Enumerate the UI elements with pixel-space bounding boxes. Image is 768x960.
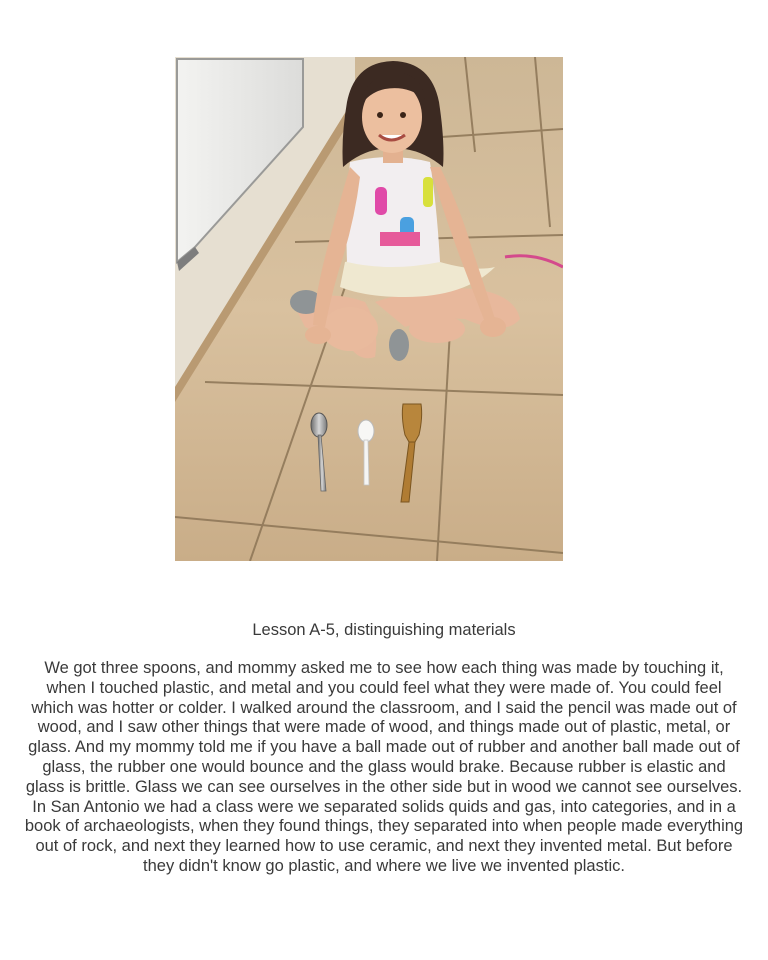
lesson-title: Lesson A-5, distinguishing materials: [252, 621, 516, 639]
lesson-photo: [175, 57, 563, 561]
lesson-body-text: We got three spoons, and mommy asked me to see how each thing was made by touching it, when I touched plastic, and metal and you could feel what they were made of. You could feel which was hotter or colder. I walked around the classroom, and I said the pencil was made out of wood, and I saw other things that were made of wood, and things made out of plastic, metal, or glass. And my mommy told me if you have a ball made out of rubber and another ball made out of glass, the rubber one would bounce and the glass would brake. Because rubber is elastic and glass is brittle. Glass we can see ourselves in the other side but in wood we cannot see ourselves. In San Antonio we had a class were we separated solids quids and gas, into categories, and in a book of archaeologists, when they found things, they separated into when people made everything out of rock, and next they learned how to use ceramic, and next they invented metal. But before they didn't know go plastic, and where we live we invented plastic.: [24, 659, 744, 875]
